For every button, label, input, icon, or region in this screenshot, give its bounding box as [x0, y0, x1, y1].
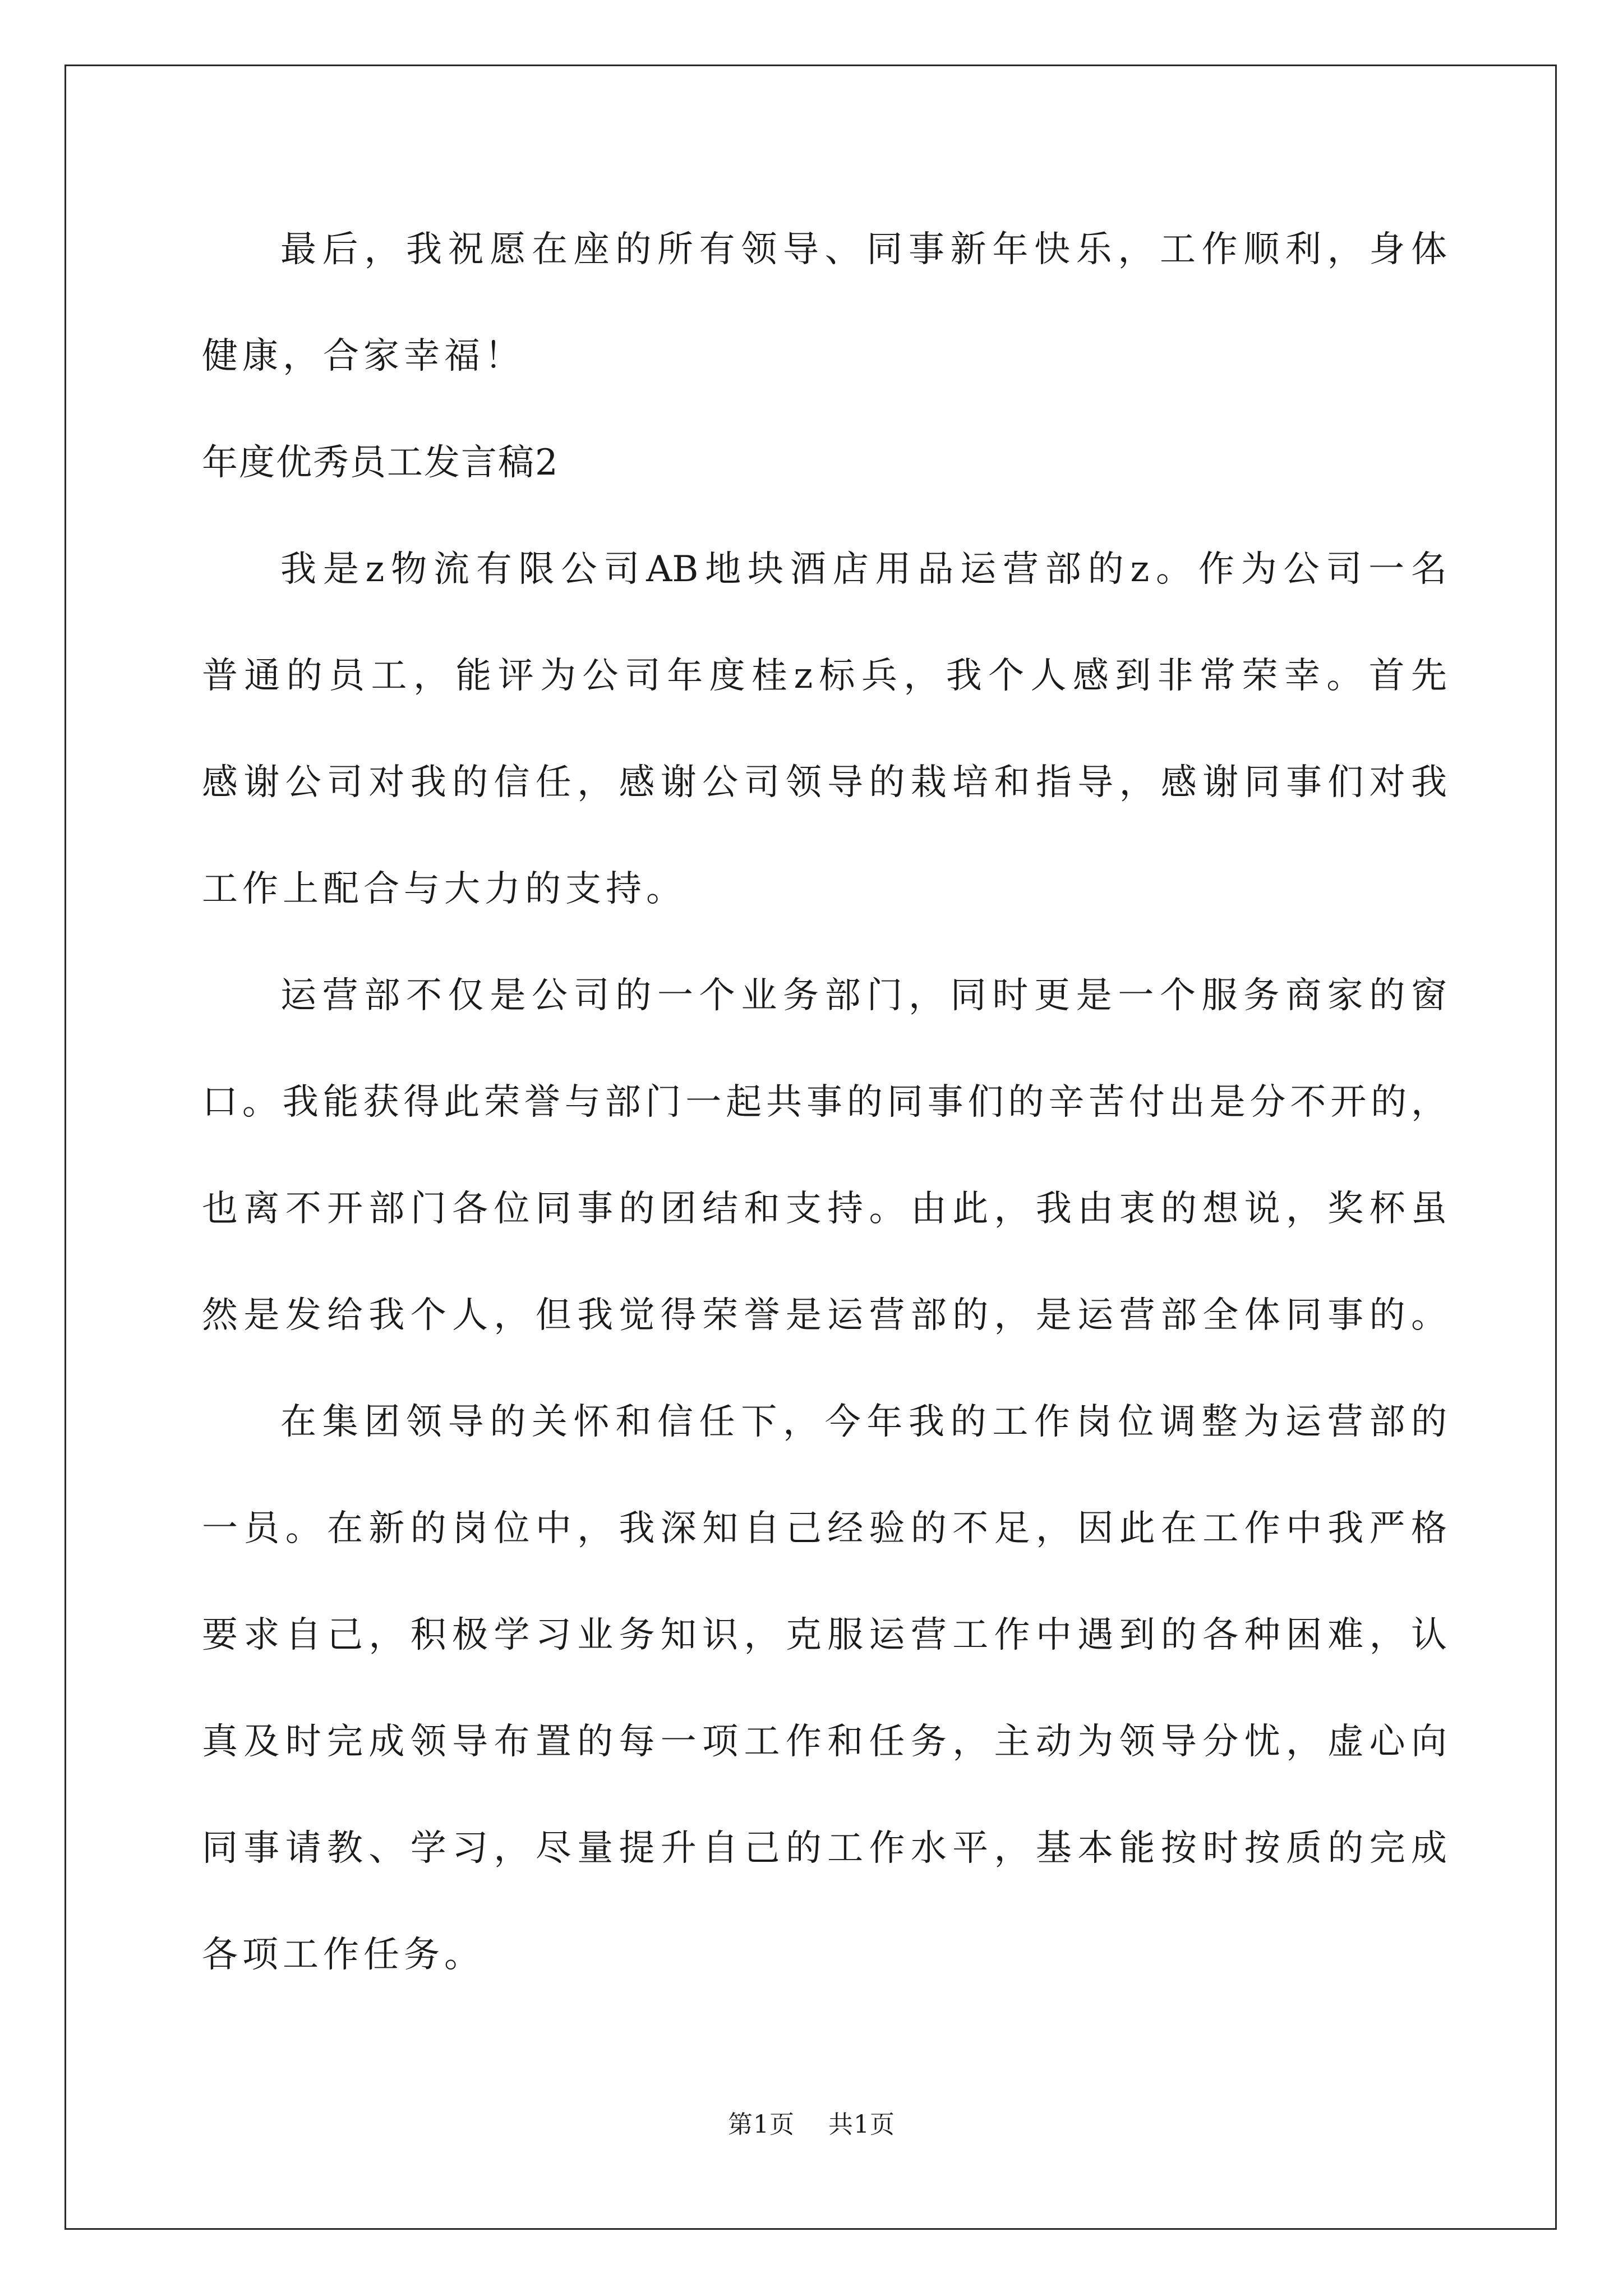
paragraph-line: 最后，我祝愿在座的所有领导、同事新年快乐，工作顺利，身体: [280, 229, 1447, 270]
page-border: [64, 65, 1557, 2230]
paragraph-line: 也离不开部门各位同事的团结和支持。由此，我由衷的想说，奖杯虽: [202, 1188, 1447, 1230]
paragraph-line: 运营部不仅是公司的一个业务部门，同时更是一个服务商家的窗: [280, 975, 1447, 1016]
paragraph-line: 工作上配合与大力的支持。: [202, 868, 686, 910]
paragraph-line: 然是发给我个人，但我觉得荣誉是运营部的，是运营部全体同事的。: [202, 1295, 1447, 1336]
paragraph-line: 要求自己，积极学习业务知识，克服运营工作中遇到的各种困难，认: [202, 1614, 1447, 1656]
page-footer: [0, 2109, 1623, 2141]
page-number-total: 共1页: [828, 2110, 895, 2139]
paragraph-line: 一员。在新的岗位中，我深知自己经验的不足，因此在工作中我严格: [202, 1508, 1447, 1549]
paragraph-line: 同事请教、学习，尽量提升自己的工作水平，基本能按时按质的完成: [202, 1828, 1447, 1869]
paragraph-line: 感谢公司对我的信任，感谢公司领导的栽培和指导，感谢同事们对我: [202, 762, 1447, 803]
paragraph-line: 我是z物流有限公司AB地块酒店用品运营部的z。作为公司一名: [280, 549, 1447, 590]
paragraph-line: 健康，合家幸福！: [202, 335, 525, 377]
paragraph-line: 口。我能获得此荣誉与部门一起共事的同事们的辛苦付出是分不开的，: [202, 1082, 1447, 1123]
paragraph-line: 真及时完成领导布置的每一项工作和任务，主动为领导分忧，虚心向: [202, 1721, 1447, 1763]
paragraph-line: 普通的员工，能评为公司年度桂z标兵，我个人感到非常荣幸。首先: [202, 655, 1447, 697]
paragraph-line: 各项工作任务。: [202, 1934, 485, 1976]
page-number-current: 第1页: [728, 2110, 795, 2139]
paragraph-line: 在集团领导的关怀和信任下，今年我的工作岗位调整为运营部的: [280, 1401, 1447, 1443]
section-heading: 年度优秀员工发言稿2: [202, 442, 559, 484]
